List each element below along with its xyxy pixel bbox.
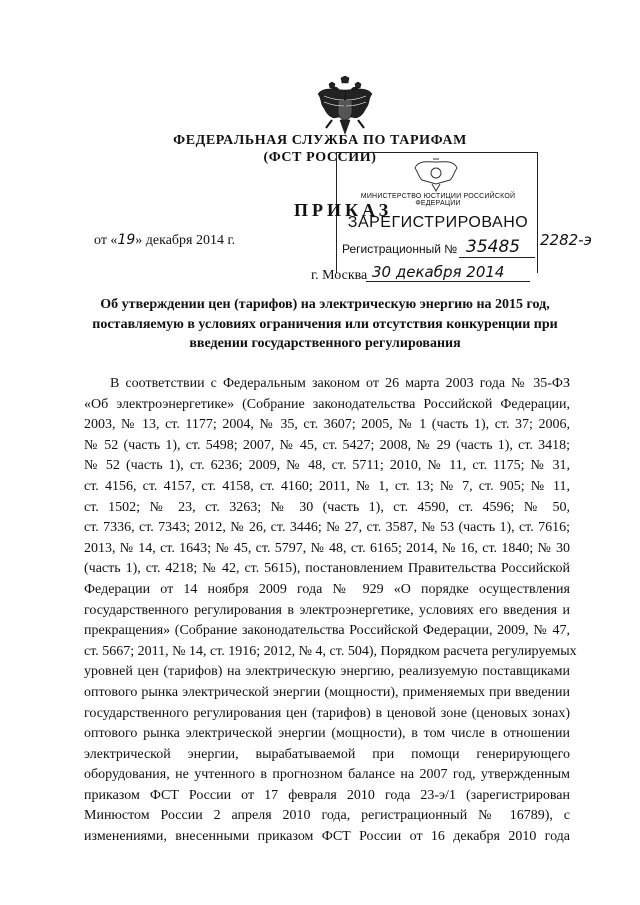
stamp-registered-label: ЗАРЕГИСТРИРОВАНО [347,214,529,231]
stamp-date-underline [366,281,530,282]
agency-name: ФЕДЕРАЛЬНАЯ СЛУЖБА ПО ТАРИФАМ [173,133,467,148]
body-line: В соответствии с Федеральным законом от 26 марта 2003 года № 35-ФЗ [110,376,570,391]
body-line: № 52 (часть 1), ст. 5498; 2007, № 45, ст. 5427; 2008, № 29 (часть 1), ст. 3418; [84,437,570,453]
body-line: ст. 4156, ст. 4157, ст. 4158, ст. 4160; 2011, № 1, ст. 13; № 7, ст. 905; № 11, [84,478,570,494]
body-line: государственного регулирования цен (тарифов) в ценовой зоне (ценовых зонах) [84,705,570,721]
body-line: № 52 (часть 1), ст. 6236; 2009, № 48, ст. 5711; 2010, № 11, ст. 1175; № 31, [84,458,570,474]
body-line: оптового рынка электрической энергии (мощности), в том числе в отношении [84,726,570,742]
order-body [84,374,577,848]
order-date-suffix: » декабря 2014 г. [135,233,236,248]
subject-line: Об утверждении цен (тарифов) на электрическую энергию на 2015 год, [100,297,550,312]
body-line: ст. 1502; № 23, ст. 3263; № 30 (часть 1), ст. 4590, ст. 4596; № 50, [84,499,570,515]
body-line: Федерации от 14 ноября 2009 года № 929 «О порядке осуществления [84,581,570,597]
order-date-day: 19 [117,232,136,248]
body-line: ст. 7336, ст. 7343; 2012, № 26, ст. 3446; № 27, ст. 3587, № 53 (часть 1), ст. 7616; [84,520,570,536]
subject-line: введении государственного регулирования [189,336,461,351]
order-subject [80,295,570,354]
body-line: прекращения» (Собрание законодательства Российской Федерации, 2009, № 47, [84,623,570,639]
body-line: Минюстом России 2 апреля 2010 года, регистрационный № 16789), с [84,808,570,824]
body-line: оптового рынка электрической энергии (мощности), применяемых при введении [84,684,570,700]
body-line: ст. 5667; 2011, № 14, ст. 1916; 2012, № 4, ст. 504), Порядком расчета регулируемых [84,643,577,659]
stamp-regnum-label: Регистрационный № [342,242,458,256]
body-line: «Об электроэнергетике» (Собрание законодательства Российской Федерации, [84,396,570,412]
order-city: г. Москва [311,268,368,283]
order-date [94,232,235,249]
agency-abbreviation: (ФСТ РОССИИ) [263,150,377,165]
body-line: оборудования, не учтенного в прогнозном балансе на 2007 год, утвержденным [84,767,570,783]
stamp-regnum-value: 35485 [466,237,521,257]
order-title: ПРИКАЗ [294,200,393,220]
body-line: электрической энергии, вырабатываемой при помощи генерирующего [84,746,570,762]
stamp-regnum-underline [459,257,535,258]
body-line: 2013, № 14, ст. 1643; № 45, ст. 5797, № 48, ст. 6165; 2014, № 16, ст. 1840; № 30 [84,540,570,556]
body-line: государственного регулирования в электроэнергетике, условиях его введения и [84,602,570,618]
body-line: изменениями, внесенными приказом ФСТ России от 16 декабря 2010 года [84,829,570,845]
body-line: уровней цен (тарифов) на электрическую энергию, реализуемую поставщиками [84,664,570,680]
stamp-ministry-name: МИНИСТЕРСТВО ЮСТИЦИИ РОССИЙСКОЙ ФЕДЕРАЦИИ [360,193,516,207]
subject-line: поставляемую в условиях ограничения или отсутствия конкуренции при [92,316,558,332]
body-line: (часть 1), ст. 4218; № 42, ст. 5615), постановлением Правительства Российской [84,561,570,577]
eagle-seal-icon [412,158,460,192]
body-line: 2003, № 13, ст. 1177; 2004, № 35, ст. 3607; 2005, № 1 (часть 1), ст. 37; 2006, [84,417,570,433]
stamp-date-value: 30 декабря 2014 [372,263,505,281]
body-line: приказом ФСТ России от 17 февраля 2010 года 23-э/1 (зарегистрирован [84,787,570,803]
russian-eagle-emblem-icon [316,76,374,138]
order-date-prefix: от « [94,233,118,248]
handwritten-number: 2282-э [540,231,592,249]
